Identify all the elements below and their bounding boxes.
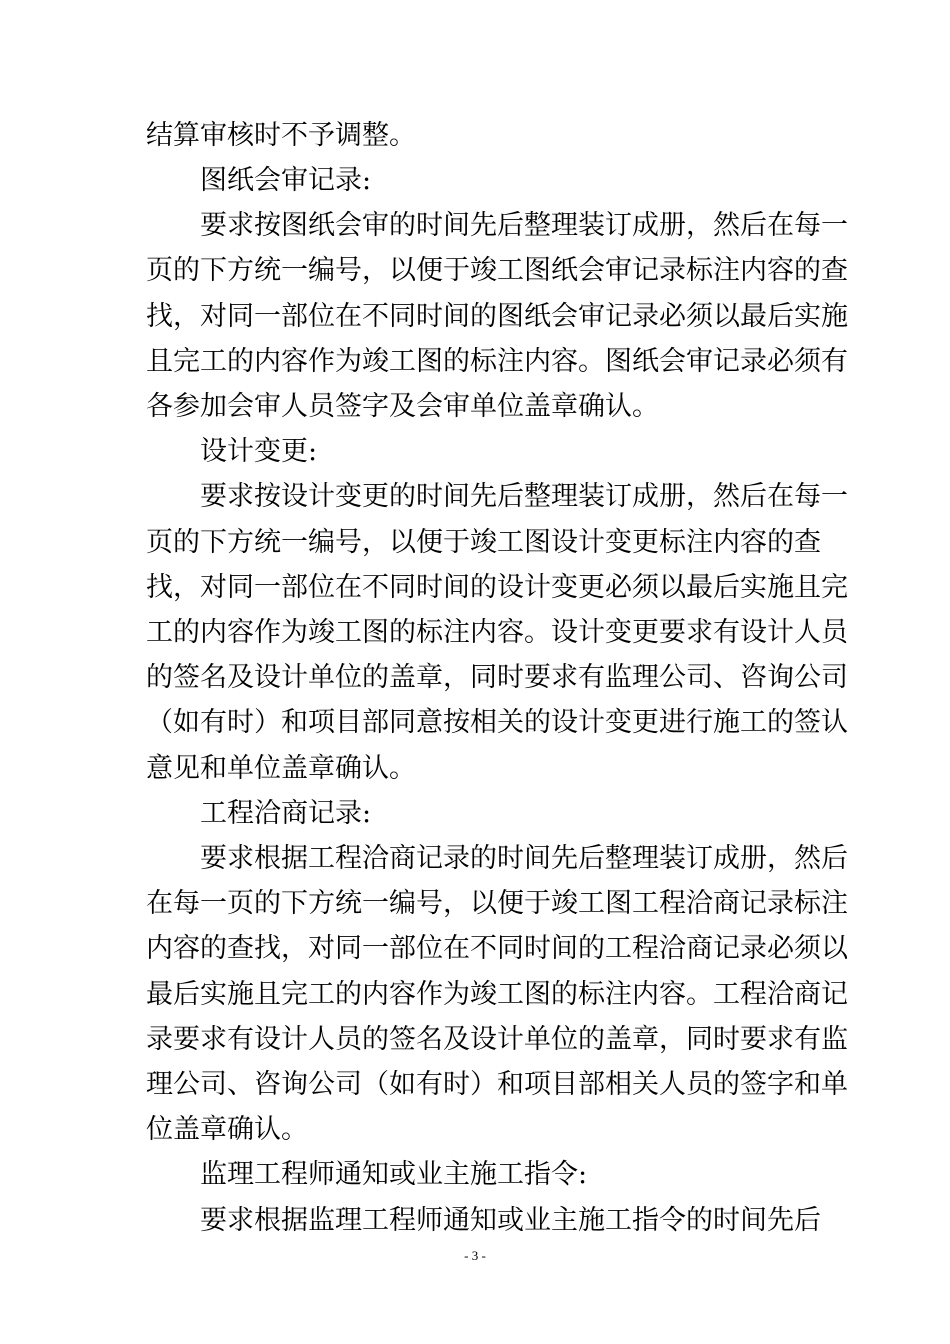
text-line: [0, 1199, 950, 1243]
text-line-content: 理公司、咨询公司（如有时）和项目部相关人员的签字和单: [146, 1069, 848, 1100]
text-line: [0, 656, 950, 700]
text-line-content: 最后实施且完工的内容作为竣工图的标注内容。工程洽商记: [146, 979, 848, 1010]
section-heading-text: 设计变更:: [200, 436, 318, 467]
text-line: [0, 249, 950, 293]
text-line-content: 且完工的内容作为竣工图的标注内容。图纸会审记录必须有: [146, 346, 848, 377]
text-line-content: 内容的查找，对同一部位在不同时间的工程洽商记录必须以: [146, 933, 848, 964]
text-line: [0, 973, 950, 1017]
text-line-content: 在每一页的下方统一编号，以便于竣工图工程洽商记录标注: [146, 888, 848, 919]
text-line-content: 各参加会审人员签字及会审单位盖章确认。: [146, 391, 659, 422]
text-line: [0, 295, 950, 339]
section-heading-text: 图纸会审记录:: [200, 165, 372, 196]
text-line-content: 页的下方统一编号，以便于竣工图纸会审记录标注内容的查: [146, 255, 848, 286]
text-line-content: 要求根据工程洽商记录的时间先后整理装订成册，然后: [200, 843, 848, 874]
text-line-content: 要求根据监理工程师通知或业主施工指令的时间先后: [200, 1205, 821, 1236]
section-heading: [0, 1153, 950, 1197]
section-heading-text: 监理工程师通知或业主施工指令:: [200, 1159, 588, 1190]
text-line: [0, 882, 950, 926]
text-line: [0, 837, 950, 881]
text-line-content: 要求按图纸会审的时间先后整理装订成册，然后在每一: [200, 210, 848, 241]
text-line: [0, 385, 950, 429]
text-line-content: 录要求有设计人员的签名及设计单位的盖章，同时要求有监: [146, 1024, 848, 1055]
text-line: [0, 747, 950, 791]
text-line: [0, 1018, 950, 1062]
text-line: [0, 521, 950, 565]
page-number: - 3 -: [464, 1248, 486, 1263]
text-line-content: 找，对同一部位在不同时间的设计变更必须以最后实施且完: [146, 572, 848, 603]
section-heading: [0, 430, 950, 474]
text-line-content: 找，对同一部位在不同时间的图纸会审记录必须以最后实施: [146, 301, 848, 332]
text-line-content: 要求按设计变更的时间先后整理装订成册，然后在每一: [200, 481, 848, 512]
text-line: [0, 204, 950, 248]
section-heading: [0, 159, 950, 203]
text-line: [0, 114, 950, 158]
text-line: [0, 475, 950, 519]
text-line: [0, 340, 950, 384]
text-line-content: 页的下方统一编号，以便于竣工图设计变更标注内容的查: [146, 527, 821, 558]
text-line: [0, 927, 950, 971]
text-line: [0, 566, 950, 610]
text-line-content: 意见和单位盖章确认。: [146, 753, 416, 784]
section-heading-text: 工程洽商记录:: [200, 798, 372, 829]
text-line: [0, 1108, 950, 1152]
text-line: [0, 1063, 950, 1107]
text-line: [0, 701, 950, 745]
text-line-content: （如有时）和项目部同意按相关的设计变更进行施工的签认: [146, 707, 848, 738]
text-line-content: 结算审核时不予调整。: [146, 120, 416, 151]
text-line: [0, 611, 950, 655]
text-line-content: 位盖章确认。: [146, 1114, 308, 1145]
text-line-content: 的签名及设计单位的盖章，同时要求有监理公司、咨询公司: [146, 662, 848, 693]
section-heading: [0, 792, 950, 836]
text-line-content: 工的内容作为竣工图的标注内容。设计变更要求有设计人员: [146, 617, 848, 648]
